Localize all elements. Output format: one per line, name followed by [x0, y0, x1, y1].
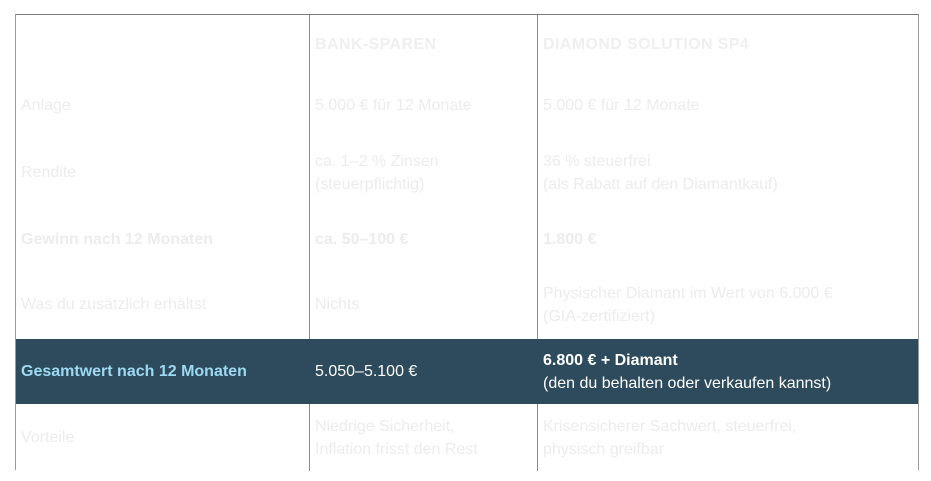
row-label: Vorteile — [16, 404, 310, 471]
bank-value-line: ca. 50–100 € — [315, 230, 409, 248]
diamond-value-line: Krisensicherer Sachwert, steuerfrei, — [543, 417, 797, 435]
header-cell-empty — [16, 15, 310, 74]
row-label: Gewinn nach 12 Monaten — [16, 208, 310, 270]
bank-value — [310, 137, 538, 208]
table-row-gesamtwert-highlighted — [16, 339, 918, 404]
diamond-value-line: 5.000 € für 12 Monate — [543, 97, 700, 114]
row-label: Anlage — [16, 74, 310, 137]
bank-value — [310, 208, 538, 270]
bank-value — [310, 339, 538, 404]
bank-value-line: 5.000 € für 12 Monate — [315, 97, 472, 114]
bank-value — [310, 270, 538, 339]
diamond-value-line: (den du behalten oder verkaufen kannst) — [543, 374, 832, 392]
header-cell-bank-sparen: BANK-SPAREN — [310, 15, 538, 74]
diamond-value — [538, 404, 918, 471]
bank-value-line: Nichts — [315, 296, 360, 313]
table-row-rendite — [16, 137, 918, 208]
bank-value-line: ca. 1–2 % Zinsen — [315, 152, 439, 170]
diamond-value-line: (als Rabatt auf den Diamantkauf) — [543, 175, 778, 193]
diamond-value-line: physisch greifbar — [543, 440, 664, 458]
diamond-value-line: 6.800 € + Diamant — [543, 351, 678, 369]
table-row-gewinn — [16, 208, 918, 270]
bank-value-line: Inflation frisst den Rest — [315, 440, 478, 458]
bank-value-line: 5.050–5.100 € — [315, 363, 418, 380]
diamond-value — [538, 270, 918, 339]
table-row-zusaetzlich — [16, 270, 918, 339]
table-row-anlage — [16, 74, 918, 137]
bank-value — [310, 404, 538, 471]
bank-value-line: (steuerpflichtig) — [315, 175, 425, 193]
row-label: Gesamtwert nach 12 Monaten — [16, 339, 310, 404]
diamond-value — [538, 208, 918, 270]
diamond-value-line: 36 % steuerfrei — [543, 152, 651, 170]
row-label: Rendite — [16, 137, 310, 208]
diamond-value-line: (GIA-zertifiziert) — [543, 307, 655, 325]
diamond-value-line: 1.800 € — [543, 230, 597, 248]
comparison-table — [15, 14, 919, 470]
diamond-value — [538, 74, 918, 137]
bank-value-line: Niedrige Sicherheit, — [315, 417, 455, 435]
bank-value — [310, 74, 538, 137]
table-header-row — [16, 15, 918, 74]
diamond-value-line: Physischer Diamant im Wert von 6.000 € — [543, 284, 833, 302]
header-cell-diamond-solution: DIAMOND SOLUTION SP4 — [543, 36, 750, 53]
diamond-value — [538, 339, 918, 404]
row-label: Was du zusätzlich erhältst — [16, 270, 310, 339]
diamond-value — [538, 137, 918, 208]
table-row-vorteile — [16, 404, 918, 471]
